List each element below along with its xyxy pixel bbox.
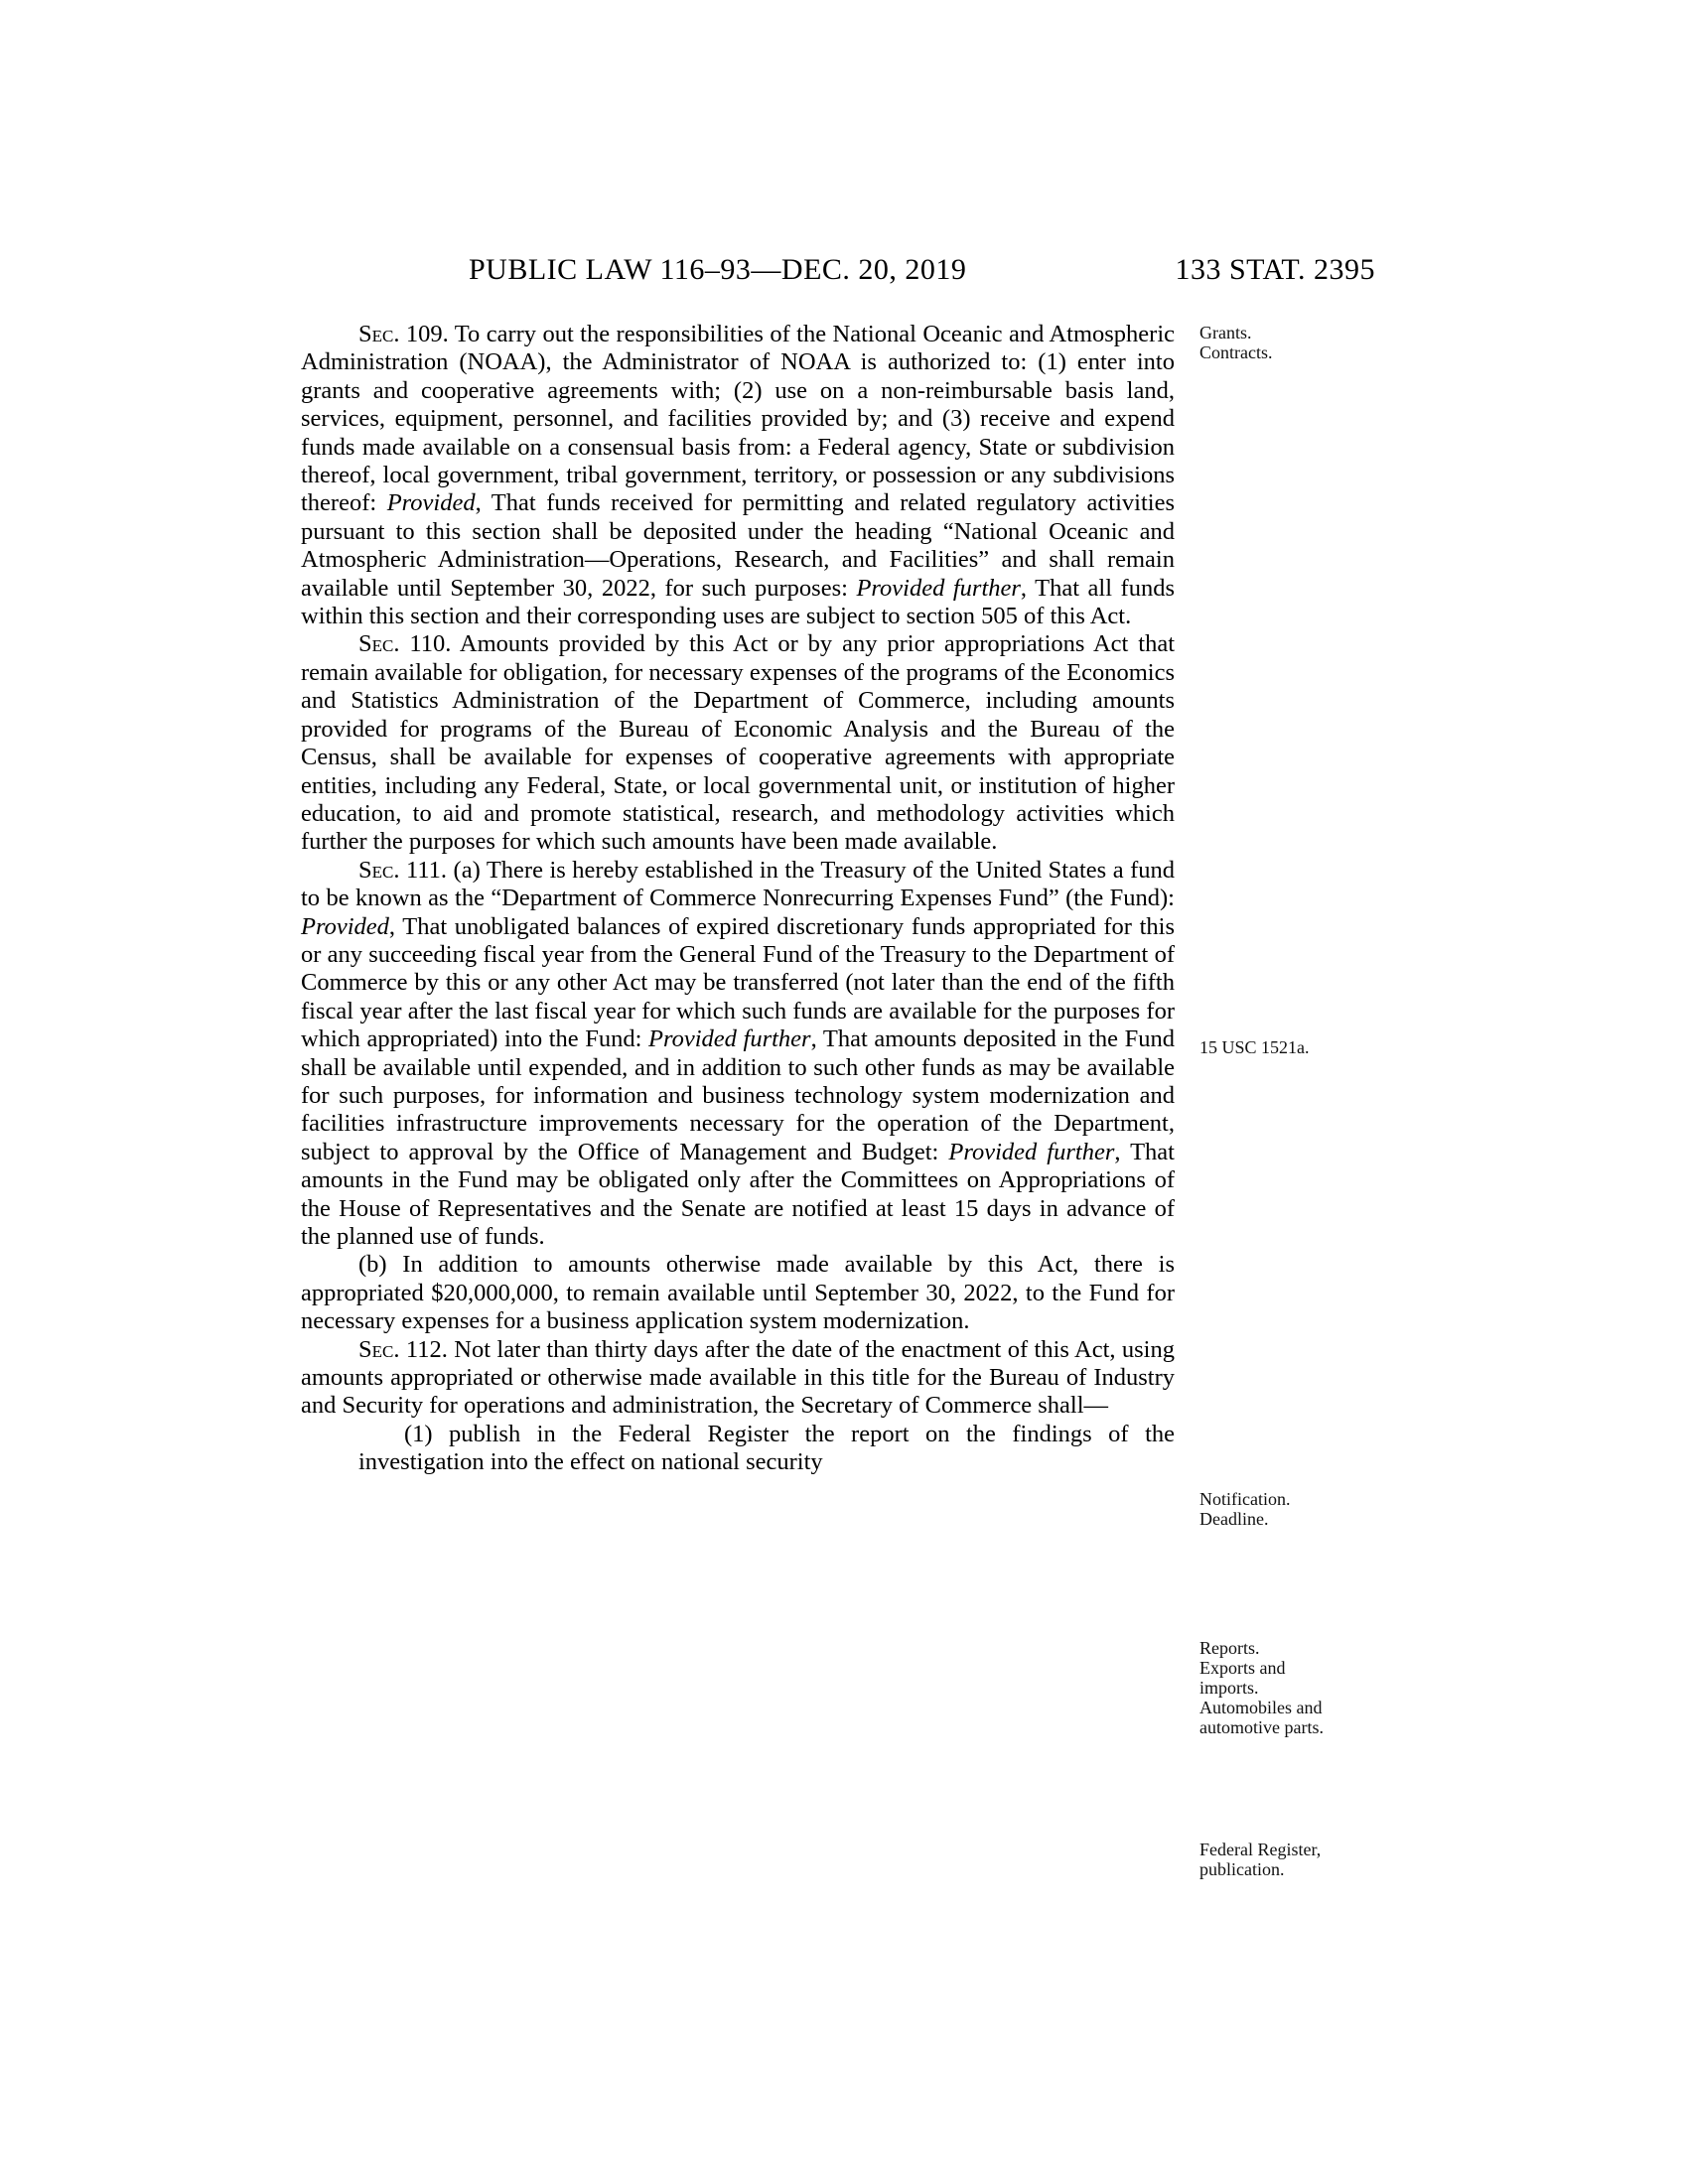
margin-note-usc: 15 USC 1521a. — [1199, 1037, 1310, 1057]
section-text: 110. Amounts provided by this Act or by any prior appropriations Act that remain available for obligation, for necessary expenses of the programs of the Economics and Statistics Administration of the Department of Commerce, including amounts provided for programs of the Bureau of Economic Analysis and the Bureau of the Census, shall be available for expenses of cooperative agreements with appropriate entities, including any Federal, State, or local governmental unit, or institution of higher education, to aid and promote statistical, research, and methodology activities which further the purposes for which such amounts have been made available. — [301, 630, 1175, 856]
margin-note-notification: Notification. Deadline. — [1199, 1489, 1291, 1529]
section-110 — [301, 630, 1175, 856]
law-title: PUBLIC LAW 116–93—DEC. 20, 2019 — [469, 253, 967, 286]
proviso: Provided further — [856, 574, 1021, 602]
section-109 — [301, 321, 1175, 630]
section-label: Sec. — [358, 1335, 400, 1363]
section-112-item-1: (1) publish in the Federal Register the report on the findings of the investigation into the effect on national security — [358, 1420, 1175, 1476]
section-111-b: (b) In addition to amounts otherwise made available by this Act, there is appropriated $20,000,000, to remain available until September 30, 2022, to the Fund for necessary expenses for a business application system modernization. — [301, 1251, 1175, 1335]
margin-note-federal-register: Federal Register, publication. — [1199, 1840, 1322, 1879]
proviso: Provided further — [648, 1025, 811, 1053]
section-112 — [301, 1336, 1175, 1421]
section-text: , That amounts in the Fund may be obligated only after the Committees on Appropriations of the House of Representatives and the Senate are notified at least 15 days in advance of the planned use of funds. — [301, 1138, 1175, 1250]
document-body — [301, 321, 1175, 1477]
margin-note-reports: Reports. Exports and imports. Automobiles and automotive parts. — [1199, 1638, 1324, 1737]
section-label: Sec. — [358, 856, 400, 884]
section-label: Sec. — [358, 321, 400, 347]
section-text: , That funds received for permitting and related regulatory activities pursuant to this section shall be deposited under the heading “National Oceanic and Atmospheric Administration—Operations, Research, and Facilities” and shall remain available until September 30, 2022, for such purposes: — [301, 489, 1175, 602]
section-text: 112. Not later than thirty days after the date of the enactment of this Act, using amounts appropriated or otherwise made available in this title for the Bureau of Industry and Security for operations and administration, the Secretary of Commerce shall— — [301, 1335, 1175, 1420]
margin-note-grants: Grants. Contracts. — [1199, 323, 1273, 362]
section-text: , That all funds within this section and their corresponding uses are subject to section 505 of this Act. — [301, 574, 1176, 630]
section-text: 109. To carry out the responsibilities of the National Oceanic and Atmospheric Administration (NOAA), the Administrator of NOAA is authorized to: (1) enter into grants and cooperative agreements with; (2) use on a non-reimbursable basis land, services, equipment, personnel, and facilities provided by; and (3) receive and expend funds made available on a consensual basis from: a Federal agency, State or subdivision thereof, local government, tribal government, territory, or possession or any subdivisions thereof: — [301, 321, 1175, 517]
section-text: , That unobligated balances of expired discretionary funds appropriated for this or any succeeding fiscal year from the General Fund of the Treasury to the Department of Commerce by this or any other Act may be transferred (not later than the end of the fifth fiscal year after the last fiscal year for which such funds are available for the purposes for which appropriated) into the Fund: — [301, 912, 1175, 1053]
statute-reference: 133 STAT. 2395 — [1175, 253, 1375, 286]
section-text: 111. (a) There is hereby established in the Treasury of the United States a fund to be known as the “Department of Commerce Nonrecurring Expenses Fund” (the Fund): — [301, 856, 1175, 912]
section-text: , That amounts deposited in the Fund shall be available until expended, and in addition to such other funds as may be available for such purposes, for information and business technology system modernization and facilities infrastructure improvements necessary for the operation of the Department, subject to approval by the Office of Management and Budget: — [301, 1025, 1175, 1165]
section-111 — [301, 857, 1175, 1252]
section-label: Sec. — [358, 630, 400, 658]
proviso: Provided further — [948, 1138, 1115, 1165]
proviso: Provided — [386, 489, 476, 517]
proviso: Provided — [301, 912, 389, 940]
page-header — [298, 253, 1375, 293]
